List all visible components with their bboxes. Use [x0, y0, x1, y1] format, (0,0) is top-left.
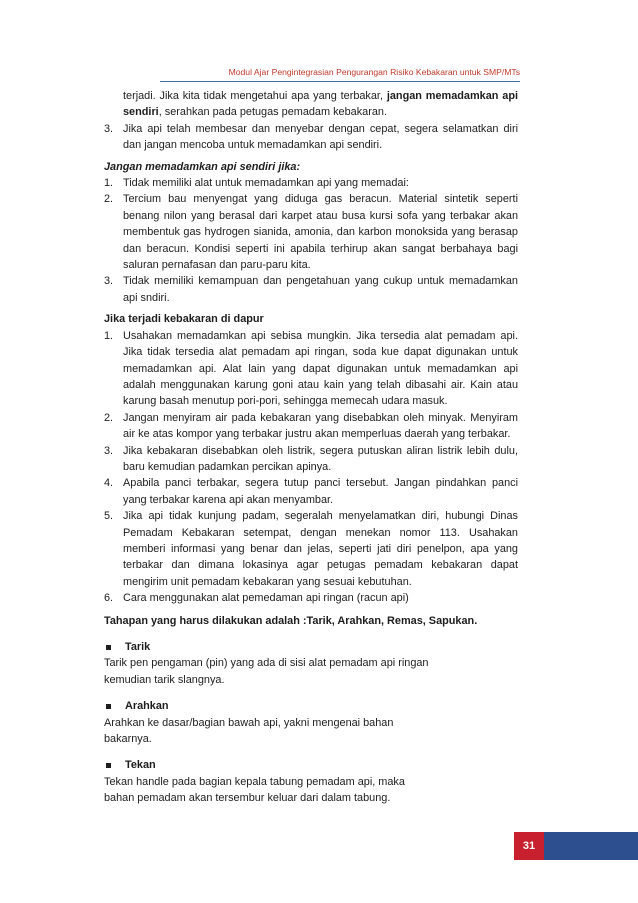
item-text: Apabila panci terbakar, segera tutup panci tersebut. Jangan pindahkan panci yang terbakar karena api akan menyambar.: [123, 477, 518, 506]
list-item: [104, 273, 518, 306]
item-number: 3.: [104, 275, 114, 288]
list-item: [104, 443, 518, 476]
page-content: [104, 88, 518, 807]
item-number: 2.: [104, 411, 114, 424]
section-heading: Jangan memadamkan api sendiri jika:: [104, 160, 301, 173]
step-line: Arahkan ke dasar/bagian bawah api, yakni mengenai bahan: [104, 716, 394, 729]
item-text: Tercium bau menyengat yang diduga gas beracun. Material sintetik seperti benang nilon yang berasal dari karpet atau busa kursi sofa yang terbakar akan membentuk gas hydrogen sianida, amonia, dan karbon monoksida yang berasap dan beracun. Kondisi seperti ini apabila terhirup akan sangat berbahaya bagi saluran pernafasan dan paru-paru kita.: [123, 193, 518, 272]
step-label: Tarik: [125, 641, 151, 653]
item-text: Usahakan memadamkan api sebisa mungkin. Jika tersedia alat pemadam api. Jika tidak tersedia alat pemadam api ringan, soda kue dapat digunakan untuk memadamkan api. Alat lain yang dapat digunakan untuk memadamkan api adalah menggunakan karung goni atau kain yang telah dibasahi air. Kain atau karung basah menutup pori-pori, sehingga memecah udara masuk.: [123, 329, 518, 408]
step-line: kemudian tarik slangnya.: [104, 673, 225, 686]
header-title: Modul Ajar Pengintegrasian Pengurangan Risiko Kebakaran untuk SMP/MTs: [228, 67, 520, 77]
item-number: 4.: [104, 477, 114, 490]
steps-title: Tahapan yang harus dilakukan adalah :Tarik, Arahkan, Remas, Sapukan.: [104, 614, 478, 627]
step-heading: [104, 757, 518, 773]
item-number: 6.: [104, 592, 114, 605]
list-item: [104, 175, 518, 191]
square-bullet-icon: [106, 763, 111, 768]
item-text: Jangan menyiram air pada kebakaran yang disebabkan oleh minyak. Menyiram air ke atas kompor yang terbakar justru akan memperluas daerah yang terbakar.: [123, 411, 518, 441]
intro-continuation: terjadi. Jika kita tidak mengetahui apa yang terbakar, jangan memadamkan api sendiri, serahkan pada petugas pemadam kebakaran.: [123, 90, 519, 119]
item-text: Jika api tidak kunjung padam, segeralah menyelamatkan diri, hubungi Dinas Pemadam Kebakaran setempat, dengan menekan nomor 113. Usahakan memberi informasi yang benar dan jelas, seperti jati diri penelpon, apa yang terbakar dan dimana lokasinya agar petugas pemadam kebakaran dapat mengirim unit pemadam kebakaran yang sesuai kebutuhan.: [123, 510, 518, 588]
item-number: 5.: [104, 510, 114, 523]
item-number: 3.: [104, 444, 114, 457]
step-line: Tarik pen pengaman (pin) yang ada di sisi alat pemadam api ringan: [104, 657, 429, 670]
item-number: 1.: [104, 177, 114, 190]
intro-emphasis: jangan memadamkan api sendiri: [123, 90, 519, 119]
step-heading: [104, 639, 518, 655]
step-line: Tekan handle pada bagian kepala tabung pemadam api, maka: [104, 775, 405, 788]
list-item: [104, 191, 518, 273]
item-text: Tidak memiliki kemampuan dan pengetahuan yang cukup untuk memadamkan api sndiri.: [123, 275, 518, 304]
page-header: [0, 62, 638, 84]
square-bullet-icon: [106, 704, 111, 709]
item-text: Jika kebakaran disebabkan oleh listrik, segera putuskan aliran listrik lebih dulu, baru kemudian padamkan percikan apinya.: [123, 444, 518, 473]
item-text: Cara menggunakan alat pemedaman api ringan (racun api): [123, 592, 409, 605]
step-label: Tekan: [125, 759, 156, 772]
list-item: [104, 508, 518, 590]
page-number: 31: [514, 832, 544, 860]
section-heading: Jika terjadi kebakaran di dapur: [104, 313, 264, 326]
step-heading: [104, 698, 518, 714]
step-label: Arahkan: [125, 700, 169, 713]
square-bullet-icon: [106, 645, 111, 650]
list-item: [104, 410, 518, 443]
step-line: bahan pemadam akan tersembur keluar dari dalam tabung.: [104, 792, 391, 805]
item-number: 1.: [104, 329, 114, 342]
step-line: bakarnya.: [104, 733, 152, 746]
item-text: Tidak memiliki alat untuk memadamkan api yang memadai:: [123, 177, 409, 190]
header-rule: [160, 81, 520, 82]
list-item: [104, 475, 518, 508]
list-item: [104, 590, 518, 606]
item-number: 2.: [104, 193, 114, 206]
item-number: 3.: [104, 122, 114, 135]
list-item: [104, 121, 518, 154]
list-item: [104, 328, 518, 410]
item-text: Jika api telah membesar dan menyebar dengan cepat, segera selamatkan diri dan jangan mencoba untuk memadamkan api sendiri.: [123, 122, 518, 152]
footer-strip: [544, 832, 638, 860]
